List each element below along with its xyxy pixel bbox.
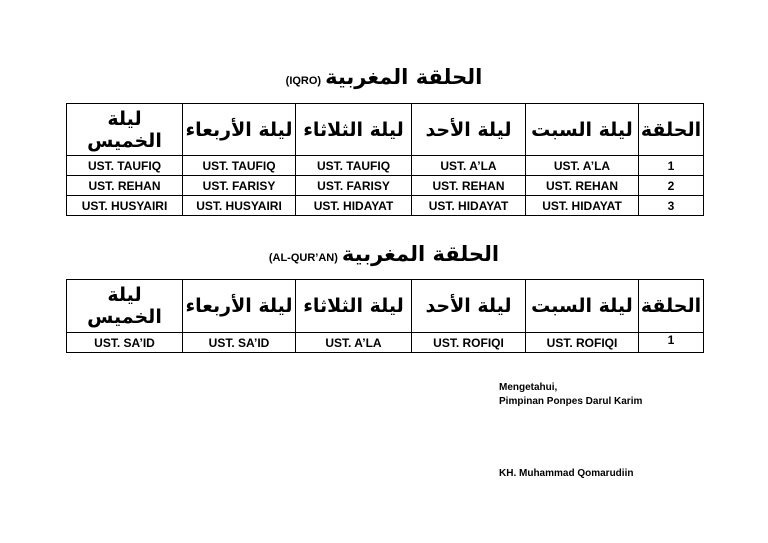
schedule-table-alquran xyxy=(66,279,704,353)
table-cell: UST. SA’ID xyxy=(67,333,183,353)
schedule-title-alquran xyxy=(0,242,768,266)
table-cell: UST. FARISY xyxy=(296,176,412,196)
table-cell: UST. A’LA xyxy=(296,333,412,353)
table-row xyxy=(67,156,704,176)
table-cell: UST. HUSYAIRI xyxy=(67,196,183,216)
table-cell: UST. TAUFIQ xyxy=(296,156,412,176)
table-cell: UST. TAUFIQ xyxy=(67,156,183,176)
table-header-row xyxy=(67,280,704,333)
table-row xyxy=(67,196,704,216)
table-cell: UST. ROFIQI xyxy=(412,333,526,353)
halaqah-number: 2 xyxy=(639,176,704,196)
schedule-table-iqro xyxy=(66,103,704,216)
header-tuesday-night: ليلة الثلاثاء xyxy=(296,280,412,333)
schedule-subtitle: (IQRO) xyxy=(285,75,322,87)
header-thursday-night: ليلة الخميس xyxy=(67,280,183,333)
schedule-title-iqro xyxy=(0,65,768,89)
table-cell: UST. REHAN xyxy=(67,176,183,196)
header-saturday-night: ليلة السبت xyxy=(526,104,639,156)
table-cell: UST. HIDAYAT xyxy=(412,196,526,216)
table-cell: UST. SA’ID xyxy=(183,333,296,353)
signatory-name: KH. Muhammad Qomarudiin xyxy=(499,468,634,479)
header-tuesday-night: ليلة الثلاثاء xyxy=(296,104,412,156)
schedule-title-arabic: الحلقة المغربية xyxy=(325,65,483,89)
table-cell: UST. HUSYAIRI xyxy=(183,196,296,216)
header-halaqah: الحلقة xyxy=(639,280,704,333)
halaqah-number: 3 xyxy=(639,196,704,216)
signature-block xyxy=(499,381,642,409)
table-cell: UST. REHAN xyxy=(412,176,526,196)
table-header-row xyxy=(67,104,704,156)
header-sunday-night: ليلة الأحد xyxy=(412,104,526,156)
table-cell: UST. ROFIQI xyxy=(526,333,639,353)
table-cell: UST. FARISY xyxy=(183,176,296,196)
header-saturday-night: ليلة السبت xyxy=(526,280,639,333)
table-cell: UST. HIDAYAT xyxy=(526,196,639,216)
halaqah-number: 1 xyxy=(639,156,704,176)
halaqah-number: 1 xyxy=(639,333,704,353)
schedule-subtitle: (AL-QUR’AN) xyxy=(268,252,338,264)
table-cell: UST. A’LA xyxy=(526,156,639,176)
header-sunday-night: ليلة الأحد xyxy=(412,280,526,333)
signatory-position: Pimpinan Ponpes Darul Karim xyxy=(499,396,643,407)
table-cell: UST. A’LA xyxy=(412,156,526,176)
header-wednesday-night: ليلة الأربعاء xyxy=(183,280,296,333)
acknowledged-label: Mengetahui, xyxy=(499,382,558,393)
header-thursday-night: ليلة الخميس xyxy=(67,104,183,156)
table-cell: UST. TAUFIQ xyxy=(183,156,296,176)
header-wednesday-night: ليلة الأربعاء xyxy=(183,104,296,156)
table-cell: UST. REHAN xyxy=(526,176,639,196)
schedule-title-arabic: الحلقة المغربية xyxy=(341,242,500,266)
table-row xyxy=(67,333,704,353)
table-cell: UST. HIDAYAT xyxy=(296,196,412,216)
header-halaqah: الحلقة xyxy=(639,104,704,156)
table-row xyxy=(67,176,704,196)
